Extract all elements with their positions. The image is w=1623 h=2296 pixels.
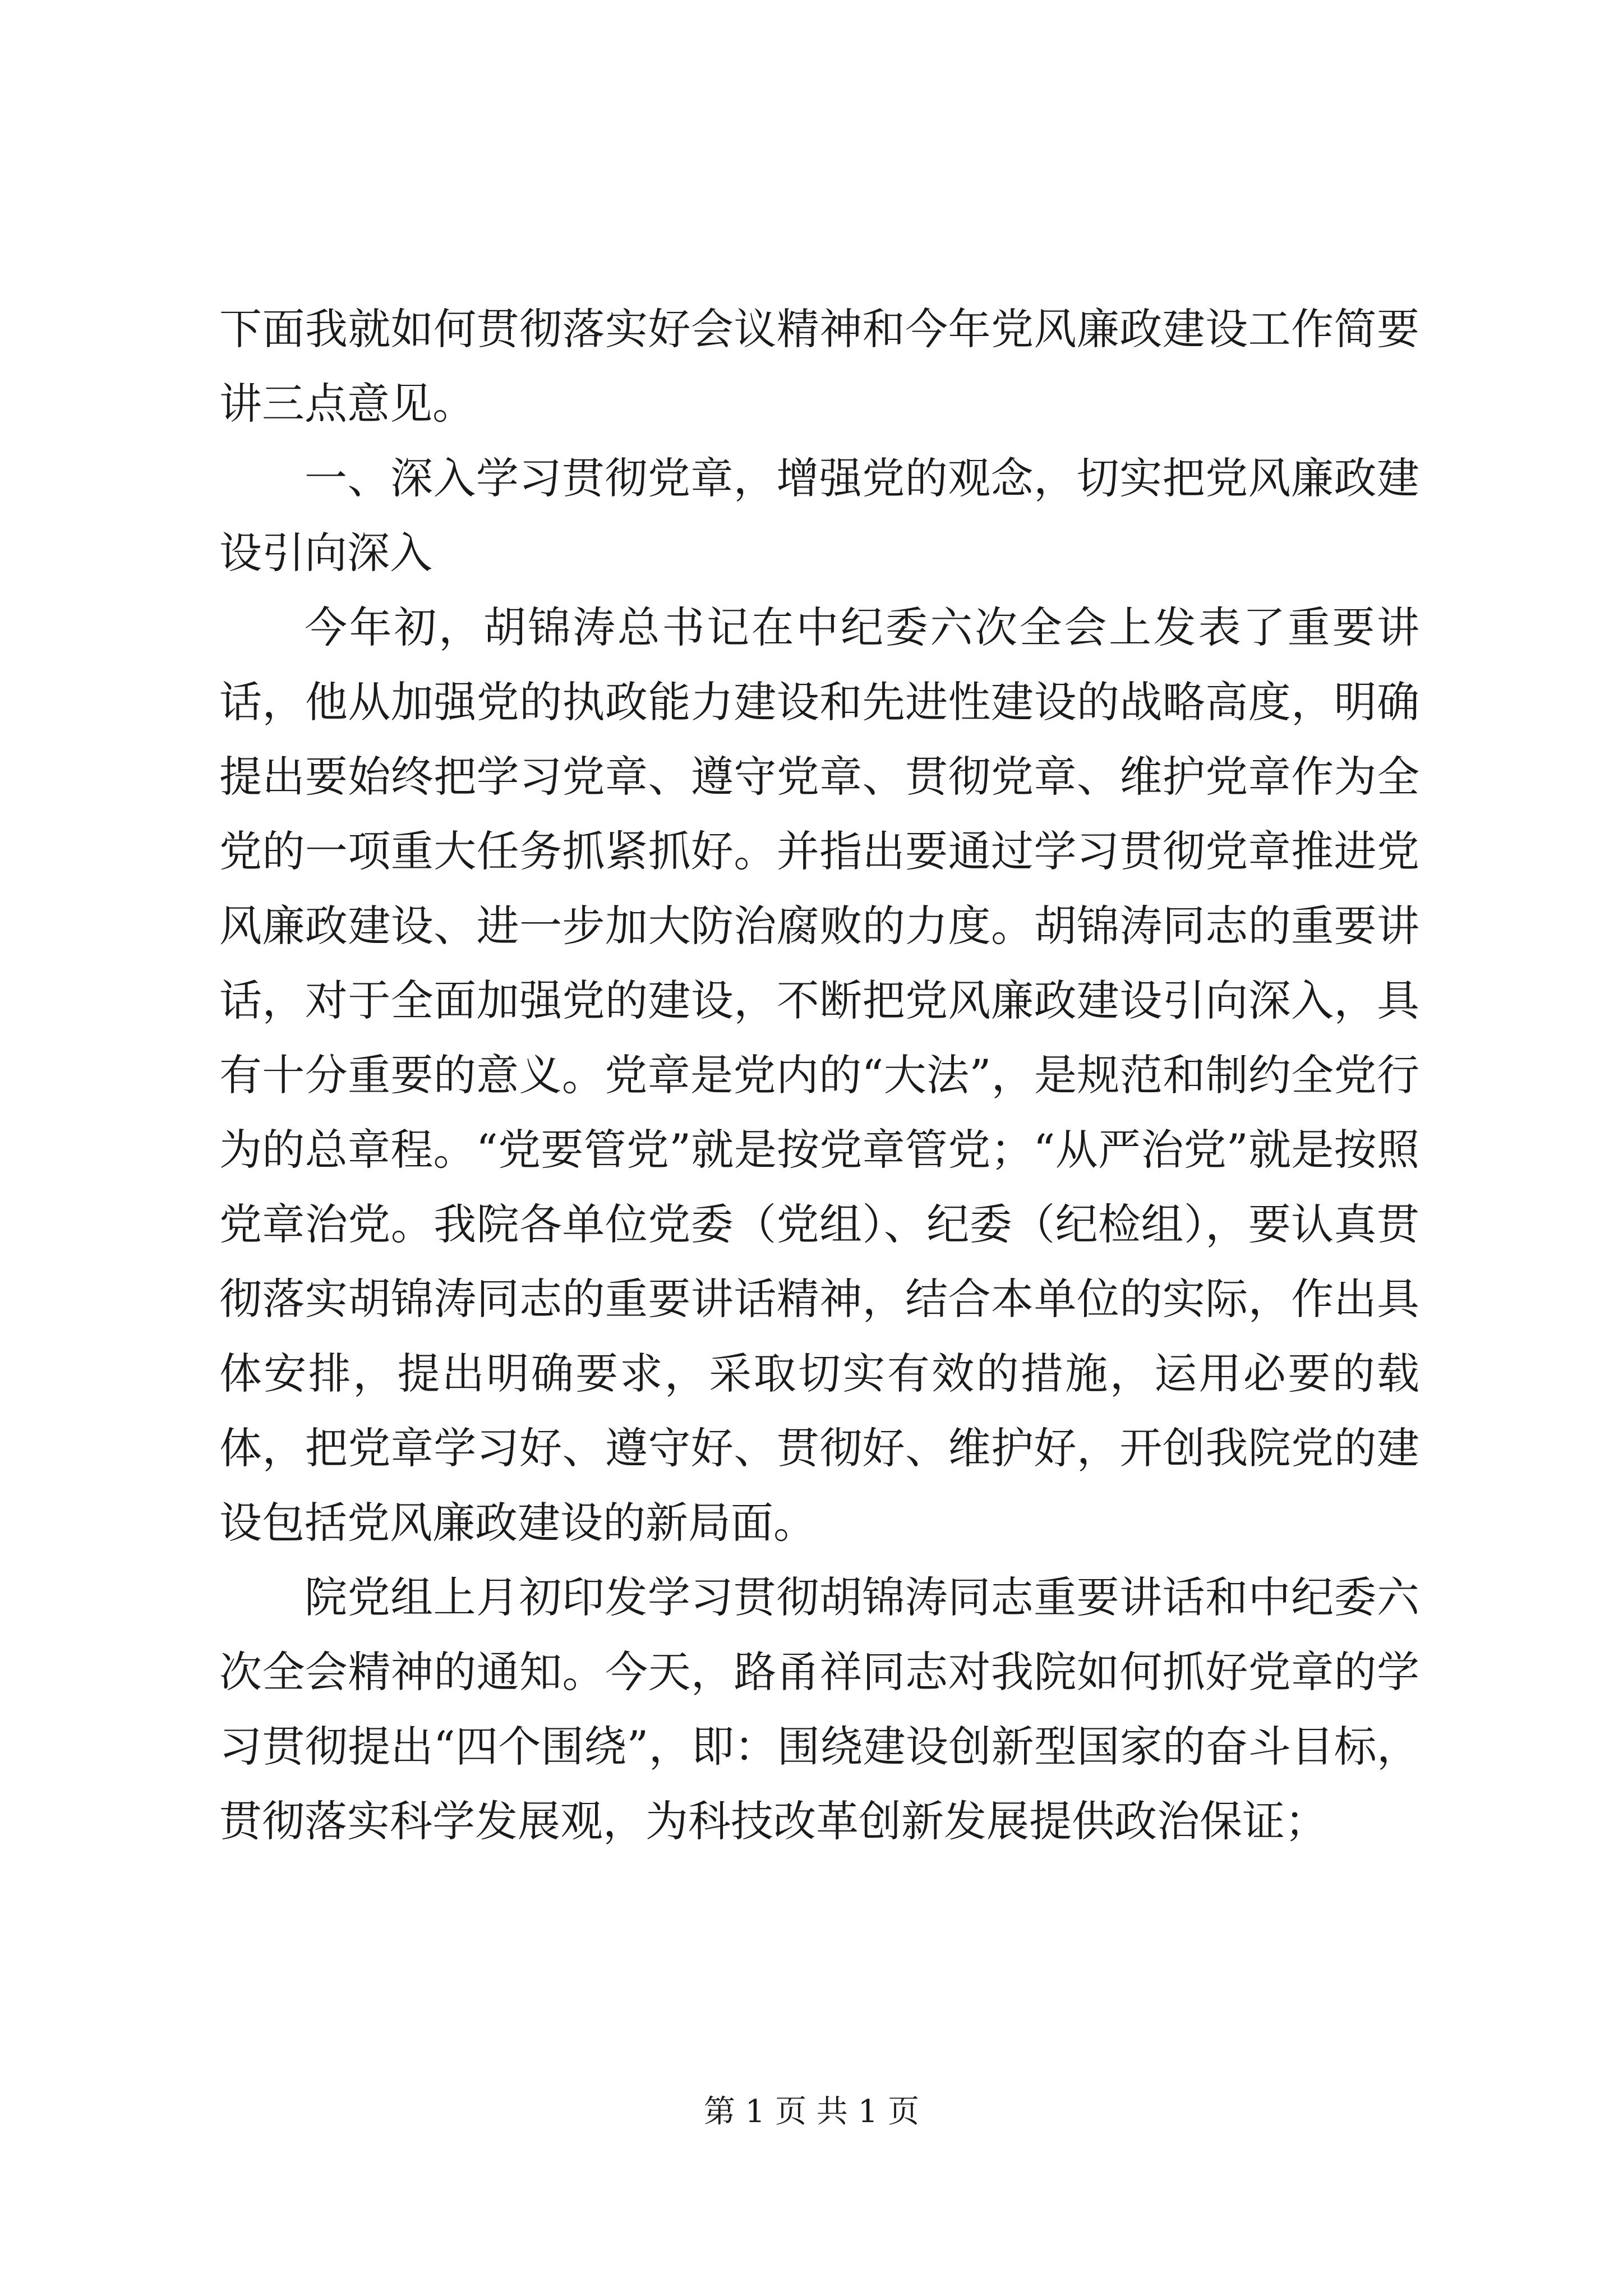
section-heading-one: 一、深入学习贯彻党章，增强党的观念，切实把党风廉政建设引向深入 (219, 453, 1419, 578)
paragraph-intro: 下面我就如何贯彻落实好会议精神和今年党风廉政建设工作简要讲三点意见。 (219, 304, 1419, 429)
document-body (219, 292, 1419, 1858)
paragraph-notice: 院党组上月初印发学习贯彻胡锦涛同志重要讲话和中纪委六次全会精神的通知。今天，路甬祥同志对我院如何抓好党章的学习贯彻提出“四个围绕”，即：围绕建设创新型国家的奋斗目标，贯彻落实科学发展观，为科技改革创新发展提供政治保证； (219, 1572, 1419, 1846)
paragraph-party-constitution: 今年初，胡锦涛总书记在中纪委六次全会上发表了重要讲话，他从加强党的执政能力建设和先进性建设的战略高度，明确提出要始终把学习党章、遵守党章、贯彻党章、维护党章作为全党的一项重大任务抓紧抓好。并指出要通过学习贯彻党章推进党风廉政建设、进一步加大防治腐败的力度。胡锦涛同志的重要讲话，对于全面加强党的建设，不断把党风廉政建设引向深入，具有十分重要的意义。党章是党内的“大法”，是规范和制约全党行为的总章程。“党要管党”就是按党章管党；“从严治党”就是按照党章治党。我院各单位党委（党组）、纪委（纪检组），要认真贯彻落实胡锦涛同志的重要讲话精神，结合本单位的实际，作出具体安排，提出明确要求，采取切实有效的措施，运用必要的载体，把党章学习好、遵守好、贯彻好、维护好，开创我院党的建设包括党风廉政建设的新局面。 (219, 602, 1419, 1548)
page-footer: 第 1 页 共 1 页 (703, 2093, 920, 2130)
